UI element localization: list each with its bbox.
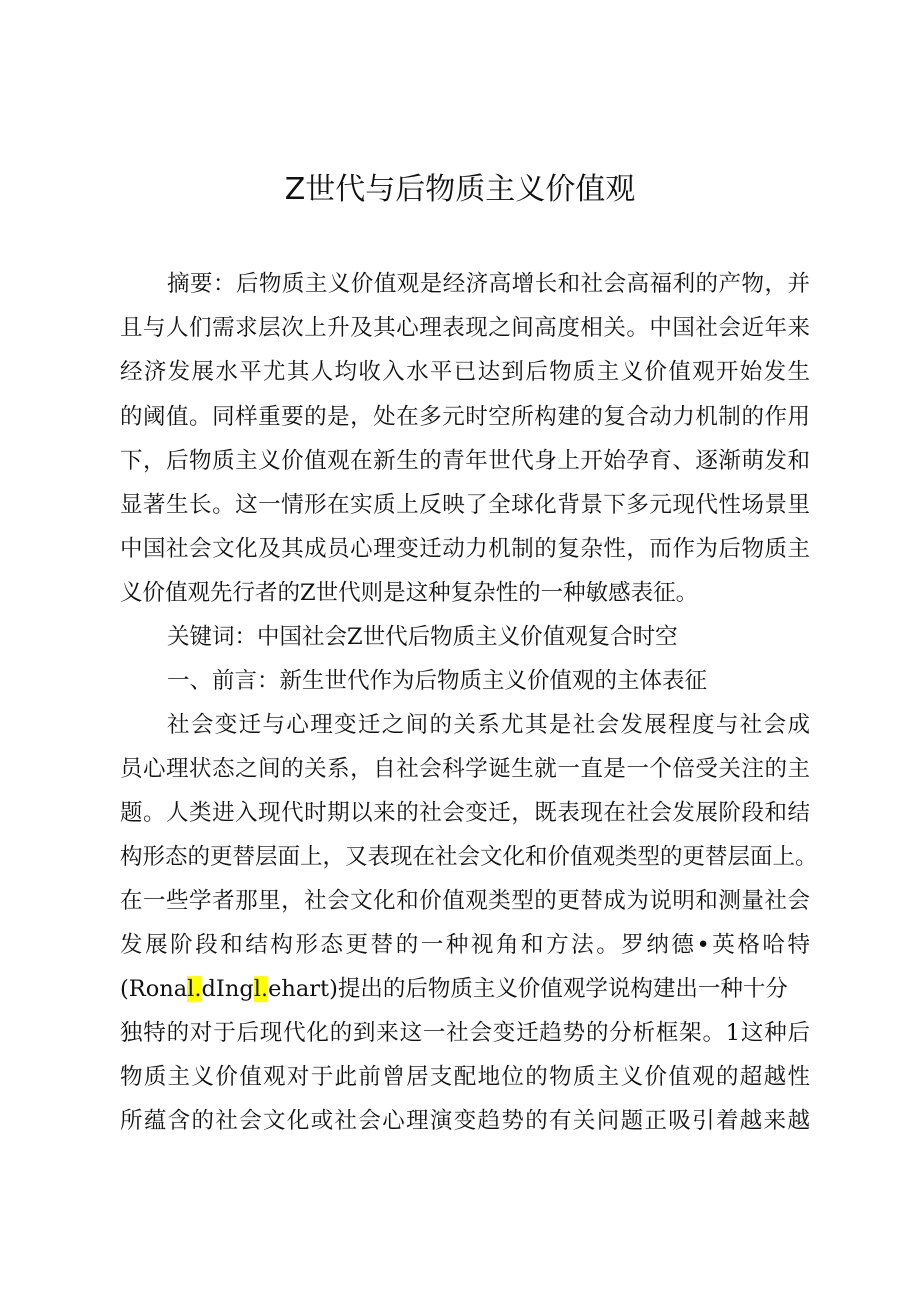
highlighted-text: l.	[187, 976, 202, 1002]
abstract-line: 摘要：后物质主义价值观是经济高增长和社会高福利的产物，并	[167, 271, 810, 297]
abstract-line: 义价值观先行者的Z世代则是这种复杂性的一种敏感表征。	[120, 580, 699, 606]
keywords-line: 关键词：中国社会Z世代后物质主义价值观复合时空	[167, 624, 678, 650]
abstract-line: 的阈值。同样重要的是，处在多元时空所构建的复合动力机制的作用	[120, 404, 810, 430]
name-part-2: dIng	[201, 976, 254, 1002]
body-line: 题。人类进入现代时期以来的社会变迁，既表现在社会发展阶段和结	[120, 800, 810, 826]
abstract-line: 下，后物质主义价值观在新生的青年世代身上开始孕育、逐渐萌发和	[120, 448, 810, 474]
body-line: 所蕴含的社会文化或社会心理演变趋势的有关问题正吸引着越来越	[120, 1108, 810, 1134]
body-line: 社会变迁与心理变迁之间的关系尤其是社会发展程度与社会成	[167, 712, 810, 738]
body-line-with-name	[120, 967, 810, 1011]
name-part-1: (Rona	[120, 976, 188, 1002]
abstract-line: 显著生长。这一情形在实质上反映了全球化背景下多元现代性场景里	[120, 492, 810, 518]
highlighted-text: l.	[253, 976, 269, 1002]
body-line: 独特的对于后现代化的到来这一社会变迁趋势的分析框架。1这种后	[120, 1020, 810, 1046]
body-line: 在一些学者那里，社会文化和价值观类型的更替成为说明和测量社会	[120, 888, 810, 914]
abstract-line: 经济发展水平尤其人均收入水平已达到后物质主义价值观开始发生	[120, 359, 810, 385]
body-line: 构形态的更替层面上，又表现在社会文化和价值观类型的更替层面上。	[120, 844, 818, 870]
body-line: 发展阶段和结构形态更替的一种视角和方法。罗纳德•英格哈特	[120, 932, 810, 958]
document-title: Z世代与后物质主义价值观	[284, 172, 636, 207]
body-line: 物质主义价值观对于此前曾居支配地位的物质主义价值观的超越性	[120, 1064, 810, 1090]
body-line: 员心理状态之间的关系，自社会科学诞生就一直是一个倍受关注的主	[120, 756, 810, 782]
abstract-line: 且与人们需求层次上升及其心理表现之间高度相关。中国社会近年来	[120, 315, 810, 341]
abstract-line: 中国社会文化及其成员心理变迁动力机制的复杂性，而作为后物质主	[120, 536, 810, 562]
section-heading: 一、前言：新生世代作为后物质主义价值观的主体表征	[167, 668, 708, 694]
name-part-3: ehart)提出的后物质主义价值观学说构建出一种十分	[268, 976, 788, 1002]
